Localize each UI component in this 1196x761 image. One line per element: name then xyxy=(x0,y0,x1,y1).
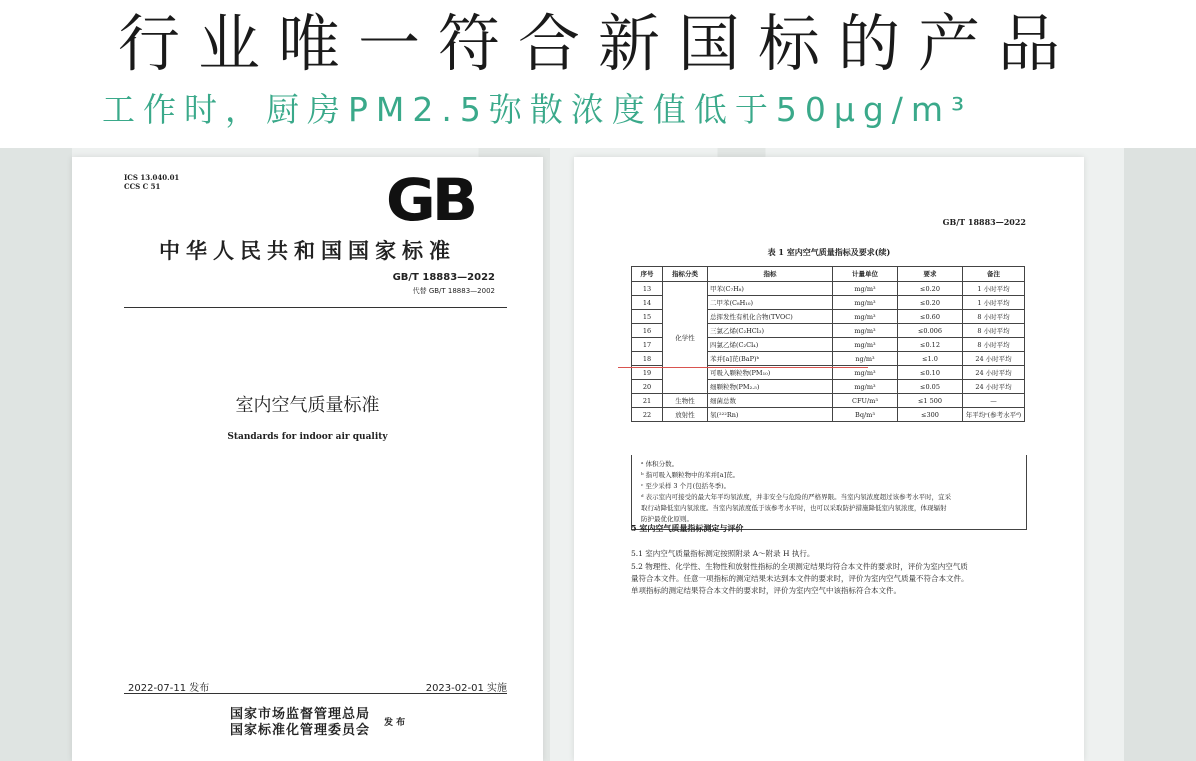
table-cell: ≤0.20 xyxy=(898,296,963,310)
table-cell: ≤0.12 xyxy=(898,338,963,352)
air-quality-table xyxy=(631,266,1025,422)
table-cell: 17 xyxy=(632,338,663,352)
col-header: 指标 xyxy=(708,267,833,282)
table-header-row xyxy=(632,267,1025,282)
table-cell: 三氯乙烯(C₂HCl₃) xyxy=(708,324,833,338)
publish-date: 2022-07-11 发布 xyxy=(128,683,210,694)
table-cell: mg/m³ xyxy=(833,296,898,310)
highlight-line xyxy=(618,367,868,368)
table-cell: 14 xyxy=(632,296,663,310)
table-cell: 总挥发性有机化合物(TVOC) xyxy=(708,310,833,324)
col-header: 计量单位 xyxy=(833,267,898,282)
issuer xyxy=(230,707,370,739)
table-cell: mg/m³ xyxy=(833,324,898,338)
table-cell: ≤1 500 xyxy=(898,394,963,408)
subline: 工作时，厨房PM2.5弥散浓度值低于50μg/m³ xyxy=(102,90,973,129)
note-line: 防护最优化原则。 xyxy=(641,515,693,523)
issue-word: 发 布 xyxy=(384,718,406,728)
page-code: GB/T 18883—2022 xyxy=(942,217,1026,227)
ics-code xyxy=(124,173,179,191)
table-notes xyxy=(631,455,1027,530)
table-cell: 甲苯(C₇H₈) xyxy=(708,282,833,296)
table-cell: 15 xyxy=(632,310,663,324)
table-cell: 细颗粒物(PM₂.₅) xyxy=(708,380,833,394)
standard-cover-page xyxy=(72,157,543,761)
table-cell: 21 xyxy=(632,394,663,408)
ccs-line: CCS C 51 xyxy=(124,182,161,191)
table-cell: mg/m³ xyxy=(833,282,898,296)
col-header: 指标分类 xyxy=(663,267,708,282)
paragraph: 5.1 室内空气质量指标测定按照附录 A～附录 H 执行。 xyxy=(631,549,815,558)
table-cell: 18 xyxy=(632,352,663,366)
table-cell: 化学性 xyxy=(663,282,708,394)
table-cell: ≤0.60 xyxy=(898,310,963,324)
standard-number: GB/T 18883—2022 xyxy=(392,272,495,283)
table-cell: Bq/m³ xyxy=(833,408,898,422)
col-header: 序号 xyxy=(632,267,663,282)
table-cell: 16 xyxy=(632,324,663,338)
note-line: ᵈ 表示室内可接受的最大年平均氡浓度，并非安全与危险的严格界限。当室内氡浓度超过该参考水平时，宜采 xyxy=(641,493,952,501)
standard-title-en: Standards for indoor air quality xyxy=(227,432,388,442)
table-cell: 可吸入颗粒物(PM₁₀) xyxy=(708,366,833,380)
table-cell: 放射性 xyxy=(663,408,708,422)
table-cell: ≤0.20 xyxy=(898,282,963,296)
table-cell: 1 小时平均 xyxy=(963,282,1025,296)
table-cell: 四氯乙烯(C₂Cl₄) xyxy=(708,338,833,352)
table-cell: ≤1.0 xyxy=(898,352,963,366)
table-cell: mg/m³ xyxy=(833,338,898,352)
ics-line: ICS 13.040.01 xyxy=(124,173,180,182)
replaces-standard: 代替 GB/T 18883—2002 xyxy=(412,287,495,295)
table-cell: 24 小时平均 xyxy=(963,380,1025,394)
table-title: 表 1 室内空气质量指标及要求(续) xyxy=(767,247,891,257)
table-cell: 24 小时平均 xyxy=(963,352,1025,366)
table-cell: ng/m³ xyxy=(833,352,898,366)
paragraph: 量符合本文件。任意一项指标的测定结果未达到本文件的要求时，评价为室内空气质量不符合本文件。 xyxy=(631,574,969,583)
divider xyxy=(124,693,507,694)
gb-logo: GB xyxy=(385,166,474,234)
table-row xyxy=(632,282,1025,296)
table-cell: 19 xyxy=(632,366,663,380)
table-cell: 生物性 xyxy=(663,394,708,408)
table-cell: mg/m³ xyxy=(833,310,898,324)
table-cell: ≤0.10 xyxy=(898,366,963,380)
table-cell: 20 xyxy=(632,380,663,394)
divider xyxy=(124,307,507,308)
standard-title-cn: 室内空气质量标准 xyxy=(235,395,380,416)
paragraph: 单项指标的测定结果符合本文件的要求时，评价为室内空气中该指标符合本文件。 xyxy=(631,586,901,595)
state-standard-heading: 中华人民共和国国家标准 xyxy=(159,238,456,263)
table-cell: mg/m³ xyxy=(833,366,898,380)
table-cell: CFU/m³ xyxy=(833,394,898,408)
paragraph: 5.2 物理性、化学性、生物性和放射性指标的全项测定结果均符合本文件的要求时，评价为室内空气质 xyxy=(631,562,968,571)
table-cell: 氡(²²²Rn) xyxy=(708,408,833,422)
headline: 行业唯一符合新国标的产品 xyxy=(117,7,1078,80)
table-cell: mg/m³ xyxy=(833,380,898,394)
note-line: ᵇ 指可吸入颗粒物中的苯并[a]芘。 xyxy=(641,471,740,479)
standard-table-page xyxy=(574,157,1084,761)
table-cell: — xyxy=(963,394,1025,408)
table-cell: 细菌总数 xyxy=(708,394,833,408)
note-line: 取行动降低室内氡浓度。当室内氡浓度低于该参考水平时，也可以采取防护措施降低室内氡浓度，体现辐射 xyxy=(641,504,947,512)
table-cell: 8 小时平均 xyxy=(963,324,1025,338)
col-header: 备注 xyxy=(963,267,1025,282)
table-cell: 1 小时平均 xyxy=(963,296,1025,310)
table-cell: 二甲苯(C₈H₁₀) xyxy=(708,296,833,310)
implement-date: 2023-02-01 实施 xyxy=(425,683,507,694)
table-cell: 年平均ᶜ(参考水平ᵈ) xyxy=(963,408,1025,422)
table-cell: 8 小时平均 xyxy=(963,310,1025,324)
table-cell: ≤0.05 xyxy=(898,380,963,394)
note-line: ᵃ 体积分数。 xyxy=(641,460,679,468)
col-header: 要求 xyxy=(898,267,963,282)
table-cell: ≤300 xyxy=(898,408,963,422)
table-row xyxy=(632,394,1025,408)
table-cell: 13 xyxy=(632,282,663,296)
table-cell: 8 小时平均 xyxy=(963,338,1025,352)
table-cell: 24 小时平均 xyxy=(963,366,1025,380)
section-heading: 5 室内空气质量指标测定与评价 xyxy=(631,523,744,533)
table-cell: 苯并[a]芘(BaP)ᵇ xyxy=(708,352,833,366)
table-cell: ≤0.006 xyxy=(898,324,963,338)
issuer-line: 国家标准化管理委员会 xyxy=(230,723,371,738)
table-row xyxy=(632,408,1025,422)
issuer-line: 国家市场监督管理总局 xyxy=(230,707,371,722)
table-cell: 22 xyxy=(632,408,663,422)
note-line: ᶜ 至少采样 3 个月(包括冬季)。 xyxy=(641,482,731,490)
